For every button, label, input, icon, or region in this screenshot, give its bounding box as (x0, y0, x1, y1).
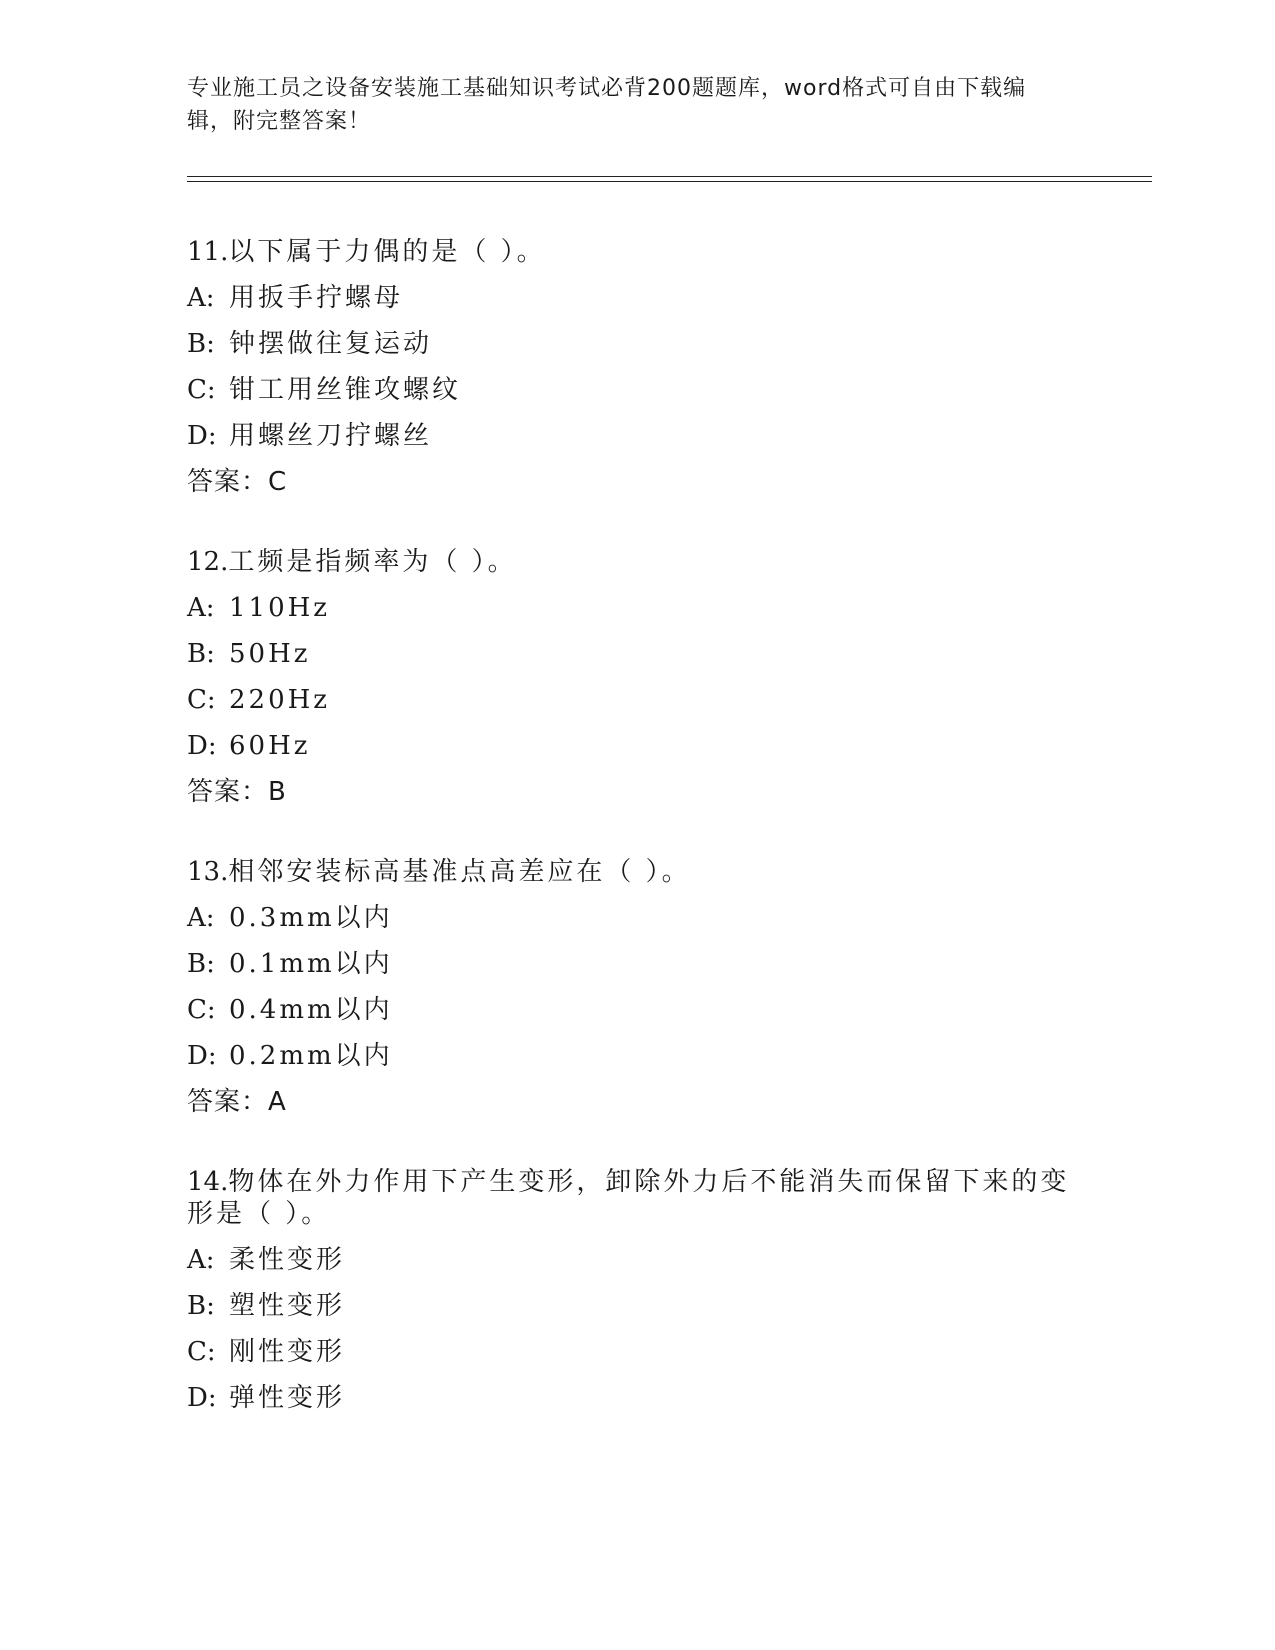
document-header (187, 72, 1067, 138)
option-letter: C: (187, 685, 216, 715)
option-text: 刚性变形 (229, 1337, 346, 1367)
question-text: 相邻安装标高基准点高差应在（ ）。 (228, 857, 691, 887)
option-letter: A: (187, 903, 215, 933)
option-b (187, 948, 1087, 980)
option-d (187, 1040, 1087, 1072)
question-12 (187, 546, 1087, 808)
option-c (187, 994, 1087, 1026)
option-a (187, 592, 1087, 624)
option-text: 钳工用丝锥攻螺纹 (229, 375, 462, 405)
option-a (187, 902, 1087, 934)
option-letter: B: (187, 949, 215, 979)
option-letter: D: (187, 421, 217, 451)
option-a (187, 1244, 1087, 1276)
option-letter: D: (187, 731, 217, 761)
option-d (187, 730, 1087, 762)
option-letter: B: (187, 1291, 215, 1321)
question-text: 以下属于力偶的是（ ）。 (228, 237, 546, 267)
option-text: 0.4mm以内 (229, 995, 393, 1025)
option-text: 用螺丝刀拧螺丝 (229, 421, 433, 451)
option-c (187, 374, 1087, 406)
option-c (187, 684, 1087, 716)
question-number: 14. (187, 1167, 229, 1197)
option-letter: C: (187, 375, 216, 405)
option-d (187, 1382, 1087, 1414)
option-b (187, 1290, 1087, 1322)
option-text: 用扳手拧螺母 (229, 283, 404, 313)
option-d (187, 420, 1087, 452)
question-stem (187, 856, 1087, 888)
option-text: 弹性变形 (229, 1383, 346, 1413)
question-stem (187, 236, 1087, 268)
option-letter: B: (187, 329, 215, 359)
question-text: 物体在外力作用下产生变形，卸除外力后不能消失而保留下来的变形是（ ）。 (187, 1167, 1070, 1229)
question-14 (187, 1166, 1087, 1414)
option-b (187, 638, 1087, 670)
option-letter: A: (187, 283, 215, 313)
option-letter: B: (187, 639, 215, 669)
question-stem (187, 1166, 1087, 1230)
answer-line: 答案：B (187, 777, 287, 807)
answer-line: 答案：C (187, 467, 288, 497)
option-text: 220Hz (229, 685, 330, 715)
question-list (187, 236, 1087, 1462)
option-text: 60Hz (229, 731, 311, 761)
option-text: 0.1mm以内 (229, 949, 393, 979)
question-stem (187, 546, 1087, 578)
question-13 (187, 856, 1087, 1118)
option-text: 钟摆做往复运动 (229, 329, 433, 359)
option-letter: C: (187, 995, 216, 1025)
answer-line: 答案：A (187, 1087, 287, 1117)
option-text: 50Hz (229, 639, 311, 669)
question-text: 工频是指频率为（ ）。 (228, 547, 517, 577)
option-text: 塑性变形 (229, 1291, 346, 1321)
option-text: 0.2mm以内 (229, 1041, 393, 1071)
question-11 (187, 236, 1087, 498)
header-divider-bottom (187, 181, 1152, 182)
option-letter: A: (187, 593, 215, 623)
option-letter: D: (187, 1383, 217, 1413)
option-letter: C: (187, 1337, 216, 1367)
question-number: 13. (187, 857, 229, 887)
option-b (187, 328, 1087, 360)
header-divider-top (187, 176, 1152, 177)
option-letter: D: (187, 1041, 217, 1071)
option-letter: A: (187, 1245, 215, 1275)
option-text: 110Hz (229, 593, 330, 623)
question-number: 11. (187, 237, 229, 267)
question-number: 12. (187, 547, 229, 577)
option-text: 柔性变形 (229, 1245, 346, 1275)
option-a (187, 282, 1087, 314)
option-c (187, 1336, 1087, 1368)
header-text: 专业施工员之设备安装施工基础知识考试必背200题题库，word格式可自由下载编辑，附完整答案！ (187, 76, 1027, 134)
option-text: 0.3mm以内 (229, 903, 393, 933)
